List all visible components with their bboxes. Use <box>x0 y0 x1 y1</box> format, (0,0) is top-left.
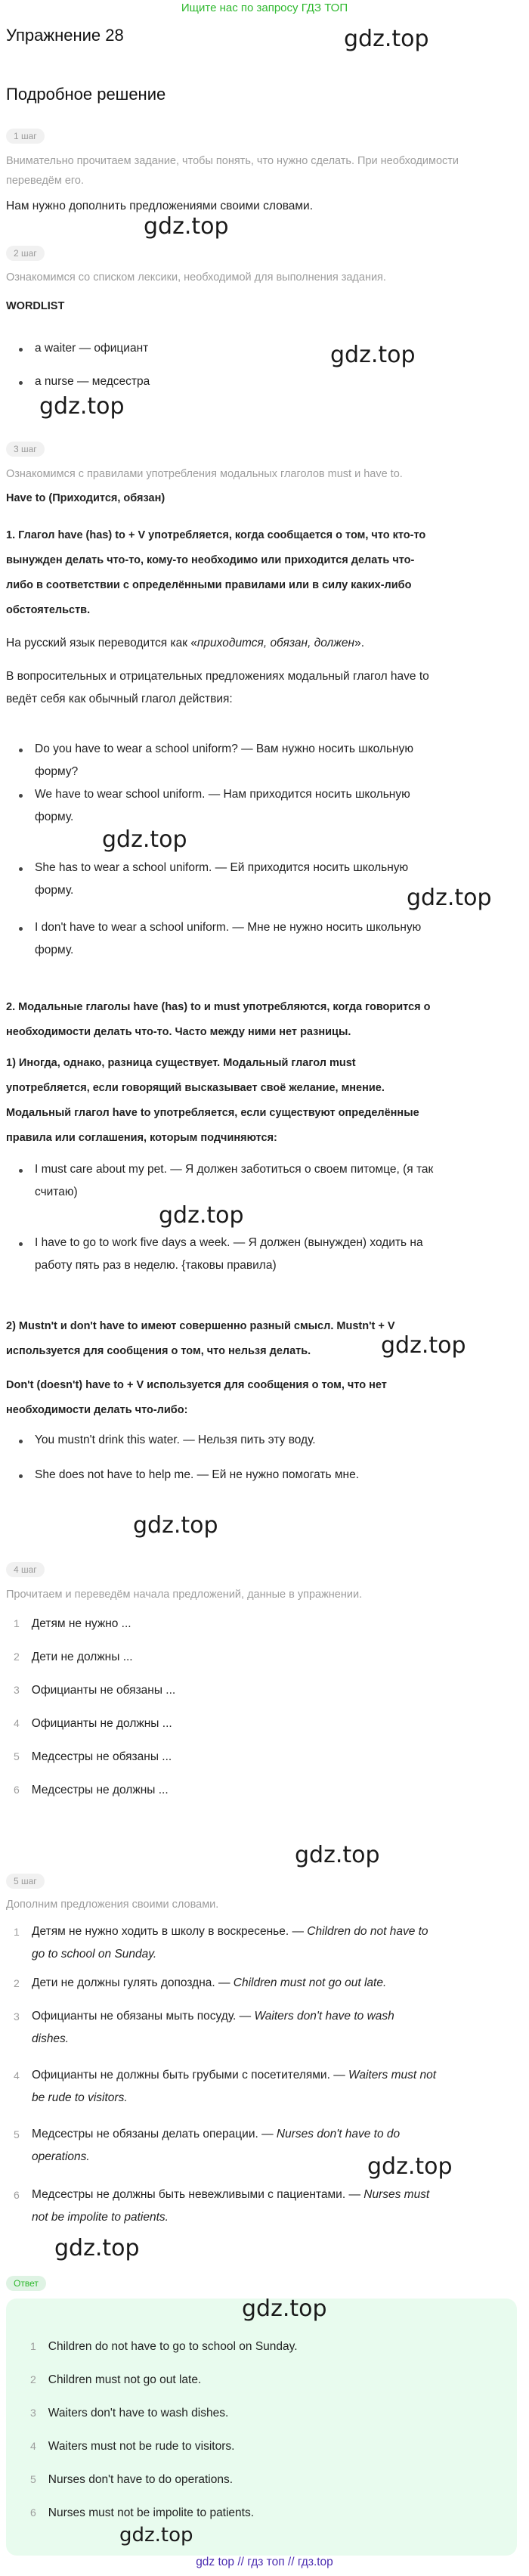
item-text: Детям не нужно ... <box>31 1617 131 1630</box>
example-line: I must care about my pet. — Я должен заботиться о своем питомце, (я так <box>35 1163 434 1176</box>
example-item <box>35 783 518 829</box>
rule-line: правила или соглашения, которым подчиняются: <box>6 1132 277 1144</box>
item-en: go to school on Sunday. <box>32 1948 157 1961</box>
item-text: Waiters don't have to wash dishes. <box>48 2407 229 2419</box>
note-line: ведёт себя как обычный глагол действия: <box>6 693 233 705</box>
item-en: operations. <box>32 2150 90 2163</box>
rule-line: обстоятельств. <box>6 604 91 616</box>
item-text: Children must not go out late. <box>48 2373 202 2386</box>
answer-item <box>30 2468 499 2491</box>
example-item <box>35 1232 518 1277</box>
item-text: Nurses must not be impolite to patients. <box>48 2506 255 2519</box>
footer-links[interactable]: gdz top // гдз топ // гдз.top <box>196 2556 333 2568</box>
example-item <box>35 1158 518 1204</box>
example-line: работу пять раз в неделю. {таковы правила) <box>35 1259 277 1272</box>
watermark: gdz.top <box>381 1332 466 1359</box>
wordlist-item: a nurse — медсестра <box>35 375 150 388</box>
item-text: Официанты не должны ... <box>31 1717 172 1730</box>
answer-row <box>14 2184 512 2229</box>
list-item <box>14 1679 524 1702</box>
answer-row <box>14 2064 512 2109</box>
watermark: gdz.top <box>133 1512 218 1539</box>
bullet <box>19 794 23 798</box>
rule-line: Модальный глагол have to употребляется, если существуют определённые <box>6 1107 419 1119</box>
bullet <box>19 1242 23 1246</box>
item-text: Медсестры не обязаны ... <box>31 1750 172 1763</box>
watermark: gdz.top <box>407 885 492 911</box>
item-ru: Официанты не обязаны мыть посуду. — <box>32 2010 255 2023</box>
solution-title: Подробное решение <box>6 85 166 104</box>
example-item <box>35 916 518 962</box>
rule-2-sub-3 <box>6 1373 516 1423</box>
bullet <box>19 348 23 352</box>
rule-line: необходимости делать что-то. Часто между ними нет разницы. <box>6 1026 351 1038</box>
item-number: 3 <box>14 2010 20 2023</box>
example-item: She does not have to help me. — Ей не нужно помогать мне. <box>35 1468 360 1481</box>
item-number: 2 <box>30 2373 36 2385</box>
example-line: форму. <box>35 944 74 956</box>
item-ru: Детям не нужно ходить в школу в воскресенье. — <box>32 1925 308 1938</box>
step-badge: 1 шаг <box>6 129 45 144</box>
step-text: Нам нужно дополнить предложениями своими словами. <box>6 200 314 212</box>
rule-line: 2. Модальные глаголы have (has) to и must употребляются, когда говорится о <box>6 1001 431 1013</box>
item-text: Nurses don't have to do operations. <box>48 2473 234 2486</box>
item-number: 6 <box>14 1784 20 1796</box>
item-text: Дети не должны ... <box>31 1651 133 1663</box>
step-badge: 2 шаг <box>6 246 45 261</box>
rule-line: 1) Иногда, однако, разница существует. Модальный глагол must <box>6 1057 356 1069</box>
top-banner: Ищите нас по запросу ГДЗ ТОП <box>181 2 348 14</box>
watermark: gdz.top <box>344 26 429 52</box>
bullet <box>19 1440 23 1443</box>
item-number: 2 <box>14 1977 20 1989</box>
step-hint: Ознакомимся со списком лексики, необходимой для выполнения задания. <box>6 271 386 284</box>
step-hint: Дополним предложения своими словами. <box>6 1899 219 1911</box>
item-number: 5 <box>14 1750 20 1762</box>
watermark: gdz.top <box>102 826 187 853</box>
item-en: Nurses must <box>363 2188 430 2201</box>
rule-line: Don't (doesn't) have to + V используется для сообщения о том, что нет <box>6 1379 387 1391</box>
list-item <box>14 1712 524 1735</box>
item-number: 4 <box>14 2069 20 2082</box>
item-number: 1 <box>14 1617 20 1629</box>
item-en: not be impolite to patients. <box>32 2211 169 2224</box>
rule-line: необходимости делать что-либо: <box>6 1404 188 1416</box>
watermark: gdz.top <box>330 342 416 368</box>
item-ru: Официанты не должны быть грубыми с посетителями. — <box>32 2069 349 2082</box>
watermark: gdz.top <box>144 213 229 240</box>
list-item <box>14 1645 524 1669</box>
bullet <box>19 749 23 752</box>
bullet <box>19 927 23 931</box>
item-ru: Медсестры не должны быть невежливыми с пациентами. — <box>32 2188 364 2201</box>
answer-item <box>30 2368 499 2392</box>
note-line: В вопросительных и отрицательных предложениях модальный глагол have to <box>6 670 429 683</box>
item-number: 4 <box>14 1717 20 1729</box>
watermark: gdz.top <box>295 1842 380 1868</box>
exercise-title: Упражнение 28 <box>6 26 124 45</box>
item-number: 1 <box>30 2340 36 2352</box>
example-line: форму. <box>35 884 74 897</box>
item-ru: Дети не должны гулять допоздна. — <box>32 1976 234 1989</box>
bullet <box>19 1474 23 1478</box>
item-en: Waiters must not <box>348 2069 437 2082</box>
item-en: Waiters don't have to wash <box>254 2010 394 2023</box>
watermark: gdz.top <box>367 2153 453 2180</box>
wordlist-heading: WORDLIST <box>6 300 65 312</box>
example-line: Do you have to wear a school uniform? — Вам нужно носить школьную <box>35 742 413 755</box>
answer-item <box>30 2401 499 2425</box>
step-hint: Ознакомимся с правилами употребления модальных глаголов must и have to. <box>6 468 403 480</box>
translate-italic: приходится, обязан, должен <box>196 637 355 649</box>
example-line: We have to wear school uniform. — Нам приходится носить школьную <box>35 788 410 801</box>
item-ru: Медсестры не обязаны делать операции. — <box>32 2128 277 2140</box>
list-item <box>14 1612 524 1635</box>
item-number: 2 <box>14 1651 20 1663</box>
item-number: 1 <box>14 1926 20 1938</box>
answer-item <box>30 2501 499 2525</box>
wordlist-item: a waiter — официант <box>35 342 149 355</box>
step-hint: Прочитаем и переведём начала предложений, данные в упражнении. <box>6 1589 363 1601</box>
rule-line: либо в соответствии с определёнными правилами или в силу каких-либо <box>6 579 412 591</box>
item-number: 3 <box>14 1684 20 1696</box>
item-number: 5 <box>14 2128 20 2140</box>
rule-line: используется для сообщения о том, что нельзя делать. <box>6 1345 311 1357</box>
rule-1 <box>6 523 516 623</box>
example-line: форму? <box>35 765 79 778</box>
example-line: считаю) <box>35 1186 78 1198</box>
item-number: 5 <box>30 2473 36 2485</box>
example-line: I have to go to work five days a week. — Я должен (вынужден) ходить на <box>35 1236 423 1249</box>
list-item <box>14 1745 524 1768</box>
hint-line: Внимательно прочитаем задание, чтобы понять, что нужно сделать. При необходимости <box>6 155 459 167</box>
example-line: форму. <box>35 811 74 823</box>
rule-line: употребляется, если говорящий высказывает своё желание, мнение. <box>6 1082 385 1094</box>
answer-row <box>14 1972 512 1995</box>
example-line: I don't have to wear a school uniform. — Мне не нужно носить школьную <box>35 921 422 934</box>
watermark: gdz.top <box>159 1202 244 1229</box>
item-number: 6 <box>14 2189 20 2201</box>
step-badge: 5 шаг <box>6 1874 45 1889</box>
answer-row <box>14 1920 512 1966</box>
item-en: Children must not go out late. <box>233 1976 387 1989</box>
rule-heading: Have to (Приходится, обязан) <box>6 492 166 504</box>
item-number: 4 <box>30 2440 36 2452</box>
bullet <box>19 1169 23 1173</box>
step-hint <box>6 151 527 191</box>
bullet <box>19 381 23 385</box>
hint-line: переведём его. <box>6 175 84 187</box>
translate-note <box>6 632 516 655</box>
example-item: You mustn't drink this water. — Нельзя пить эту воду. <box>35 1434 316 1446</box>
item-en: be rude to visitors. <box>32 2091 128 2104</box>
item-number: 6 <box>30 2506 36 2519</box>
watermark: gdz.top <box>39 393 125 420</box>
step-badge: 3 шаг <box>6 442 45 457</box>
answer-row <box>14 2005 512 2051</box>
item-en: dishes. <box>32 2032 70 2045</box>
translate-pre: На русский язык переводится как « <box>6 637 197 649</box>
step-badge: 4 шаг <box>6 1562 45 1577</box>
item-en: Children do not have to <box>307 1925 428 1938</box>
translate-post: ». <box>354 637 365 649</box>
watermark: gdz.top <box>119 2524 193 2547</box>
item-text: Waiters must not be rude to visitors. <box>48 2440 235 2453</box>
item-text: Медсестры не должны ... <box>31 1784 169 1796</box>
example-item <box>35 738 518 783</box>
watermark: gdz.top <box>242 2295 327 2322</box>
rule-2 <box>6 995 516 1045</box>
bullet <box>19 867 23 871</box>
list-item <box>14 1778 524 1802</box>
answer-badge: Ответ <box>6 2276 46 2291</box>
item-text: Официанты не обязаны ... <box>31 1684 176 1697</box>
rule-line: 2) Mustn't и don't have to имеют совершенно разный смысл. Mustn't + V <box>6 1320 395 1332</box>
watermark: gdz.top <box>54 2235 140 2261</box>
answer-item <box>30 2435 499 2458</box>
item-number: 3 <box>30 2407 36 2419</box>
rule-line: 1. Глагол have (has) to + V употребляется, когда сообщается о том, что кто-то <box>6 529 426 541</box>
rule-line: вынужден делать что-то, кому-то необходимо или приходится делать что- <box>6 554 415 566</box>
item-text: Children do not have to go to school on Sunday. <box>48 2340 298 2353</box>
example-line: She has to wear a school uniform. — Ей приходится носить школьную <box>35 861 409 874</box>
rule-2-sub-1 <box>6 1051 516 1151</box>
question-note <box>6 665 516 711</box>
item-en: Nurses don't have to do <box>276 2128 401 2140</box>
answer-item <box>30 2335 499 2358</box>
